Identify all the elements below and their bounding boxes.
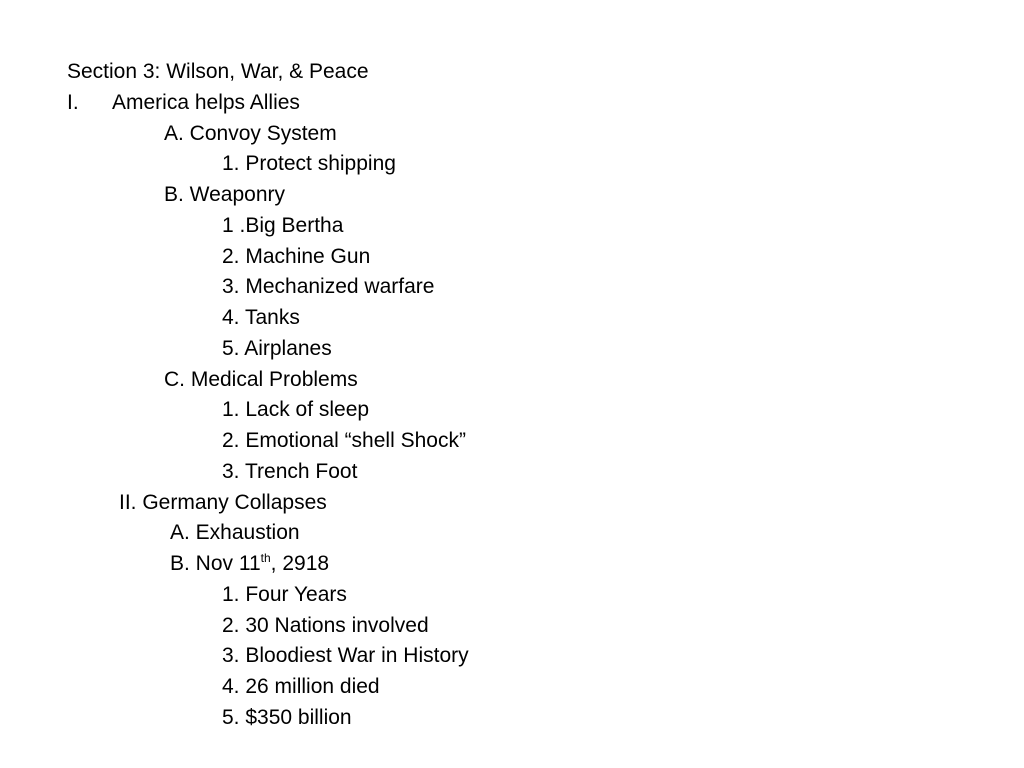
list-item: 5. $350 billion xyxy=(222,706,352,729)
list-item: 5. Airplanes xyxy=(222,337,332,360)
subsection-a-convoy: A. Convoy System xyxy=(164,122,337,145)
date-superscript: th xyxy=(260,551,271,565)
list-item: 1. Protect shipping xyxy=(222,152,396,175)
date-suffix: , 2918 xyxy=(270,552,330,575)
list-item: 2. Emotional “shell Shock” xyxy=(222,429,466,452)
subsection-a-exhaustion: A. Exhaustion xyxy=(170,521,300,544)
roman-marker: I. xyxy=(67,91,79,114)
list-item: 3. Mechanized warfare xyxy=(222,275,435,298)
section-heading-i xyxy=(67,90,300,116)
date-prefix: B. Nov 11 xyxy=(170,552,261,575)
subsection-b-date xyxy=(170,551,329,577)
subsection-b-weaponry: B. Weaponry xyxy=(164,183,286,206)
section-title: Section 3: Wilson, War, & Peace xyxy=(67,60,369,83)
list-item: 4. Tanks xyxy=(222,306,300,329)
list-item: 1. Lack of sleep xyxy=(222,398,370,421)
subsection-c-medical: C. Medical Problems xyxy=(164,368,358,391)
list-item: 4. 26 million died xyxy=(222,675,380,698)
list-item: 3. Trench Foot xyxy=(222,460,358,483)
list-item: 1. Four Years xyxy=(222,583,347,606)
list-item: 2. 30 Nations involved xyxy=(222,614,429,637)
section-heading-ii: II. Germany Collapses xyxy=(119,491,327,514)
list-item: 1 .Big Bertha xyxy=(222,214,344,237)
list-item: 3. Bloodiest War in History xyxy=(222,644,469,667)
heading-text: America helps Allies xyxy=(112,91,300,114)
list-item: 2. Machine Gun xyxy=(222,245,371,268)
